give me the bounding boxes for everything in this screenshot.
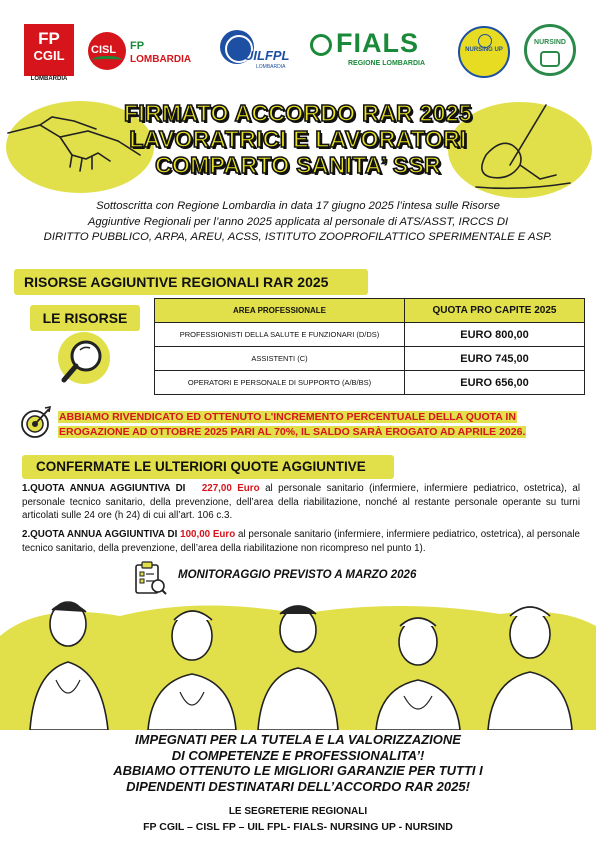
highlight-line-2-text: EROGAZIONE AD OTTOBRE 2025 PARI AL 70%, IL SALDO SARÀ EROGATO AD APRILE 2026. xyxy=(59,426,526,438)
main-title xyxy=(70,100,526,178)
cell-quota: EURO 800,00 xyxy=(405,323,585,347)
quota-1-paragraph xyxy=(22,482,580,523)
closing-statement xyxy=(50,732,546,794)
highlight-line-2 xyxy=(58,425,564,440)
magnifier-icon xyxy=(48,326,118,396)
closing-line-4: DIPENDENTI DESTINATARI DELL’ACCORDO RAR 2025! xyxy=(126,778,470,794)
cell-quota: EURO 745,00 xyxy=(405,347,585,371)
fp-cgil-logo-sub: LOMBARDIA xyxy=(30,76,68,82)
cisl-mark-icon xyxy=(88,32,126,70)
clipboard-icon xyxy=(132,560,168,596)
intro-line-2: Aggiuntive Regionali per l’anno 2025 applicata al personale di ATS/ASST, IRCCS DI xyxy=(87,215,509,228)
section-additional-quotas-header: CONFERMATE LE ULTERIORI QUOTE AGGIUNTIVE xyxy=(22,455,394,479)
cisl-wave-icon xyxy=(92,56,122,64)
cell-area: ASSISTENTI (C) xyxy=(155,347,405,371)
header-area: AREA PROFESSIONALE xyxy=(155,299,405,323)
fp-cgil-logo-line2: CGIL xyxy=(33,48,65,63)
cell-quota: EURO 656,00 xyxy=(405,371,585,395)
healthcare-workers-illustration xyxy=(0,596,596,730)
table-row xyxy=(155,347,585,371)
cell-area: PROFESSIONISTI DELLA SALUTE E FUNZIONARI (D/DS) xyxy=(155,323,405,347)
intro-line-3: DIRITTO PUBBLICO, ARPA, AREU, ACSS, ISTITUTO ZOOPROFILATTICO SPERIMENTALE E ASP. xyxy=(43,231,553,243)
fials-logo-name: FIALS xyxy=(336,28,419,58)
target-icon xyxy=(18,405,52,439)
fials-logo-sub: REGIONE LOMBARDIA xyxy=(348,60,425,67)
quota-1-lead: 1.QUOTA ANNUA AGGIUNTIVA DI xyxy=(22,483,186,494)
nursing-up-logo-name: NURSING UP xyxy=(465,47,503,53)
uil-logo-sub: LOMBARDIA xyxy=(256,64,286,70)
quota-2-paragraph xyxy=(22,528,580,555)
uil-fpl-logo xyxy=(218,26,302,76)
fp-cgil-logo xyxy=(24,24,74,76)
closing-line-3: ABBIAMO OTTENUTO LE MIGLIORI GARANZIE PER TUTTI I xyxy=(113,763,483,778)
highlight-line-1 xyxy=(58,410,564,425)
header-quota: QUOTA PRO CAPITE 2025 xyxy=(405,299,585,323)
quota-2-text: al personale sanitario (infermiere, infermiere pediatrico, ostetrica), al personale tecnico sanitario, della prevenzione, dell’area della riabilitazione non ricompreso nel punto 1). xyxy=(22,529,580,554)
section-resources-header: RISORSE AGGIUNTIVE REGIONALI RAR 2025 xyxy=(14,269,368,295)
table-row xyxy=(155,323,585,347)
increment-highlight xyxy=(58,410,564,440)
nursind-logo-name: NURSIND xyxy=(534,39,566,46)
title-line-1: FIRMATO ACCORDO RAR 2025 xyxy=(124,100,472,126)
highlight-line-1-text: ABBIAMO RIVENDICATO ED OTTENUTO L'INCREMENTO PERCENTUALE DELLA QUOTA IN xyxy=(59,411,516,423)
cisl-fp-logo xyxy=(88,28,198,74)
fp-cgil-logo-line1: FP xyxy=(38,29,60,48)
nursing-up-logo xyxy=(458,26,510,78)
resources-table xyxy=(154,298,585,395)
vitruvian-figure-icon xyxy=(478,34,492,48)
table-row xyxy=(155,371,585,395)
cisl-mark-text: CISL xyxy=(91,44,117,56)
fials-logo xyxy=(310,28,450,74)
cell-area: OPERATORI E PERSONALE DI SUPPORTO (A/B/BS) xyxy=(155,371,405,395)
quota-2-lead: 2.QUOTA ANNUA AGGIUNTIVA DI xyxy=(22,529,178,540)
title-line-2: LAVORATRICI E LAVORATORI xyxy=(129,126,467,152)
title-line-3: COMPARTO SANITA’ SSR xyxy=(155,152,441,178)
quota-1-text: al personale sanitario (infermiere, infermiere pediatrico, ostetrica), al personale tecnico sanitario, della prevenzione, dell’area della riabilitazione, nonché al restante personale operante su turni articolati sulle 24 ore (h 24) di cui all’art. 106 c.3. xyxy=(22,483,580,521)
closing-line-1: IMPEGNATI PER LA TUTELA E LA VALORIZZAZIONE xyxy=(135,732,461,747)
signature-line-1: LE SEGRETERIE REGIONALI xyxy=(228,806,368,817)
signature-line-2: FP CGIL – CISL FP – UIL FPL- FIALS- NURSING UP - NURSIND xyxy=(143,821,453,833)
cisl-logo-line2: LOMBARDIA xyxy=(130,54,192,65)
intro-paragraph xyxy=(22,199,574,246)
fials-people-icon xyxy=(310,34,332,56)
nursind-cross-icon xyxy=(540,51,560,67)
quota-2-amount: 100,00 Euro xyxy=(180,529,236,540)
table-header-row xyxy=(155,299,585,323)
cisl-logo-line1: FP xyxy=(130,40,145,52)
resources-label: LE RISORSE xyxy=(30,305,140,331)
closing-line-2: DI COMPETENZE E PROFESSIONALITA’! xyxy=(171,747,425,763)
intro-line-1: Sottoscritta con Regione Lombardia in data 17 giugno 2025 l’intesa sulle Risorse xyxy=(96,200,500,212)
nursind-logo xyxy=(524,24,576,76)
uil-logo-name: UILFPL xyxy=(244,48,290,63)
monitoring-note: MONITORAGGIO PREVISTO A MARZO 2026 xyxy=(178,569,417,581)
quota-1-amount: 227,00 Euro xyxy=(201,483,260,494)
